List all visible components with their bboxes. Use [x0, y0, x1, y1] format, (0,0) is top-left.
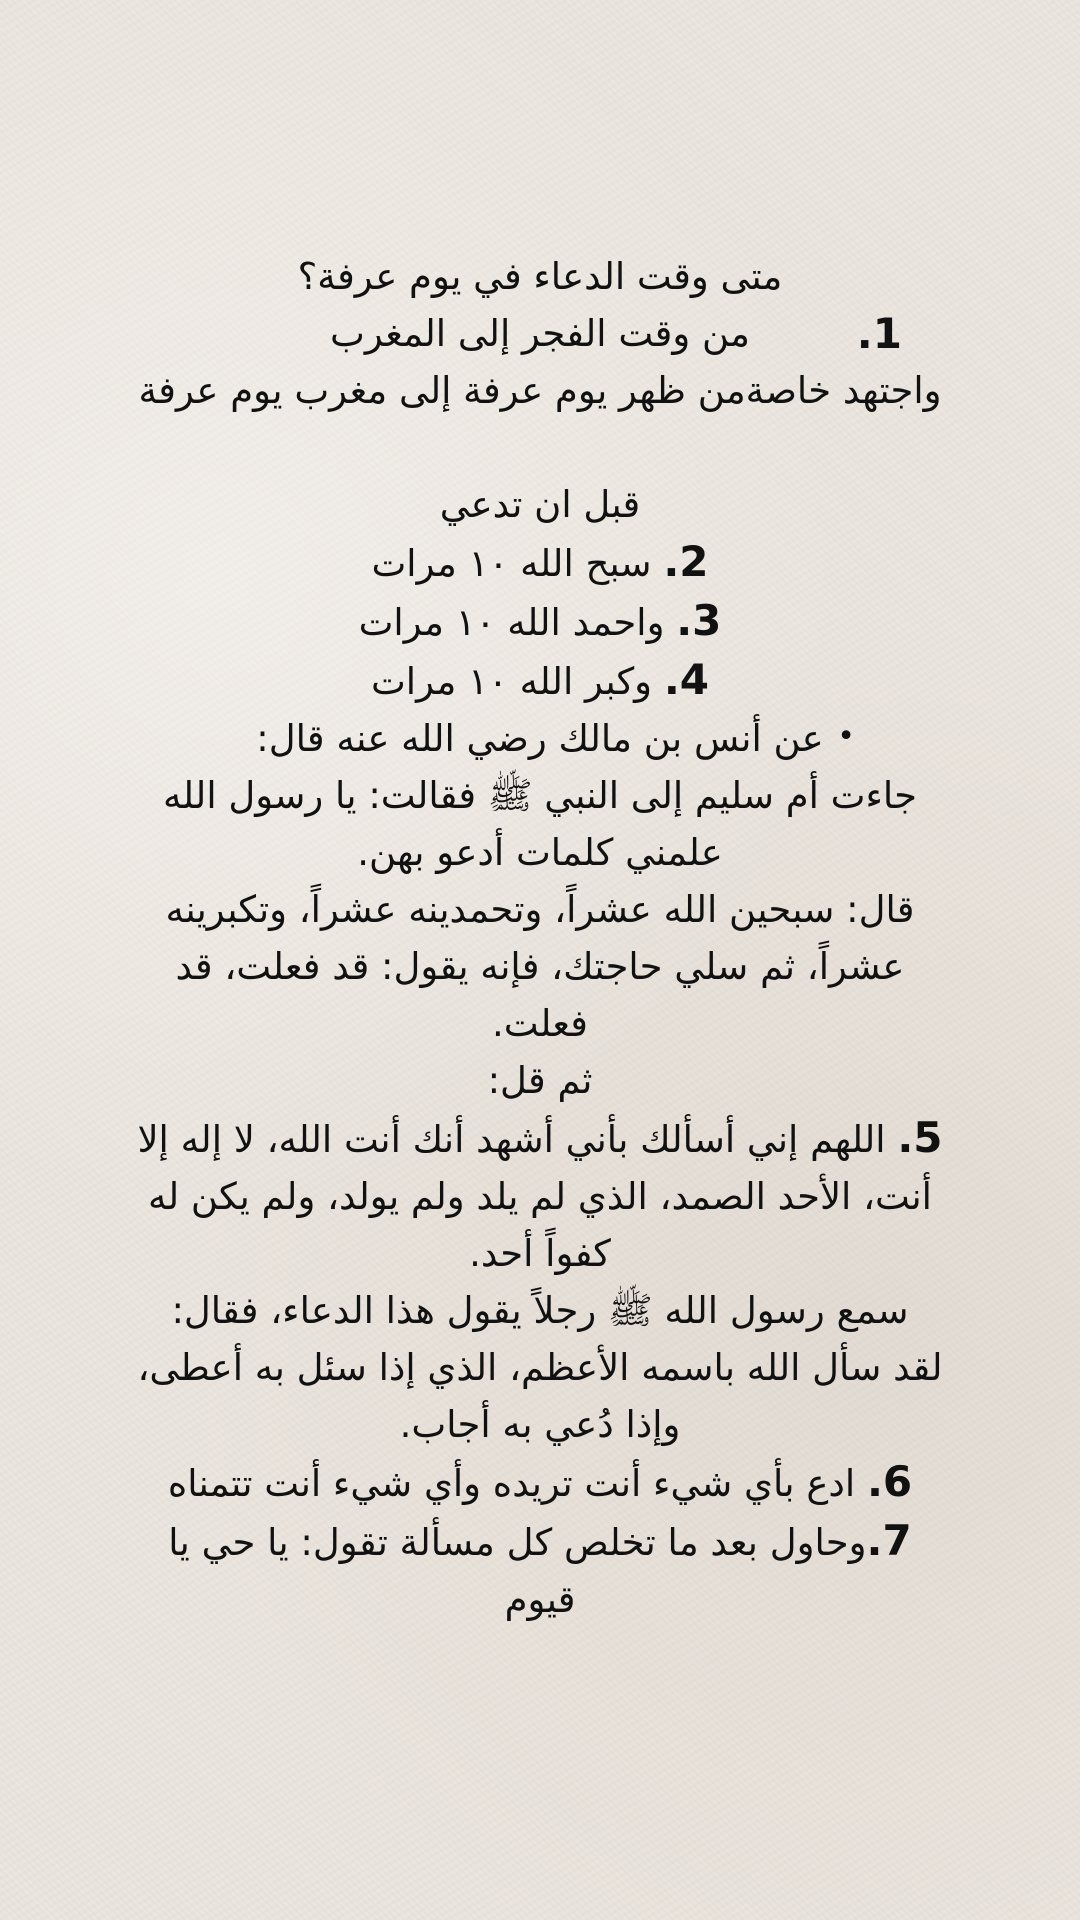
item-1-note: واجتهد خاصةمن ظهر يوم عرفة إلى مغرب يوم عرفة — [138, 369, 942, 412]
item-text: وحاول بعد ما تخلص كل مسألة تقول: يا حي يا — [168, 1521, 867, 1564]
item-number: 3. — [676, 596, 722, 645]
item-text: من وقت الفجر إلى المغرب — [330, 312, 750, 355]
item-text: وكبر الله ١٠ مرات — [370, 660, 664, 703]
item-2 — [60, 533, 1020, 592]
page-title: متى وقت الدعاء في يوم عرفة؟ — [297, 255, 783, 298]
item-5 — [60, 1109, 1020, 1168]
hadith-1-line: جاءت أم سليم إلى النبي ﷺ فقالت: يا رسول الله — [162, 774, 918, 817]
item-5-line: كفواً أحد. — [469, 1232, 611, 1275]
item-text: ادع بأي شيء أنت تريده وأي شيء أنت تتمناه — [167, 1462, 867, 1505]
item-1 — [60, 305, 1020, 362]
bullet-icon: • — [837, 719, 855, 754]
item-text: واحمد الله ١٠ مرات — [358, 601, 677, 644]
hadith-1-line: فعلت. — [492, 1002, 588, 1045]
item-7 — [60, 1512, 1020, 1571]
item-5-line: أنت، الأحد الصمد، الذي لم يلد ولم يولد، ولم يكن له — [148, 1175, 932, 1218]
item-number: 1. — [856, 309, 902, 358]
hadith-2-line: سمع رسول الله ﷺ رجلاً يقول هذا الدعاء، فقال: — [171, 1289, 909, 1332]
item-text: اللهم إني أسألك بأني أشهد أنك أنت الله، لا إله إلا — [137, 1118, 898, 1161]
hadith-1-line: علمني كلمات أدعو بهن. — [357, 831, 723, 874]
item-number: 2. — [663, 537, 709, 586]
hadith-1-intro-text: عن أنس بن مالك رضي الله عنه قال: — [256, 717, 824, 760]
hadith-1-line: عشراً، ثم سلي حاجتك، فإنه يقول: قد فعلت، قد — [175, 945, 905, 988]
item-number: 5. — [897, 1113, 943, 1162]
item-6 — [60, 1453, 1020, 1512]
hadith-2-line: وإذا دُعي به أجاب. — [399, 1403, 681, 1446]
item-number: 4. — [663, 655, 710, 704]
item-4 — [60, 651, 1020, 710]
item-3 — [60, 592, 1020, 651]
item-7-line: قيوم — [504, 1578, 576, 1621]
item-number: 7. — [866, 1516, 912, 1565]
item-text: سبح الله ١٠ مرات — [371, 542, 664, 585]
hadith-1-intro — [60, 710, 1020, 767]
before-heading: قبل ان تدعي — [439, 483, 641, 526]
then-say: ثم قل: — [487, 1059, 593, 1102]
hadith-1-line: قال: سبحين الله عشراً، وتحمدينه عشراً، وتكبرينه — [165, 888, 915, 931]
spacer — [60, 419, 1020, 476]
document-body — [60, 248, 1020, 1628]
hadith-2-line: لقد سأل الله باسمه الأعظم، الذي إذا سئل به أعطى، — [137, 1346, 943, 1389]
item-number: 6. — [866, 1457, 913, 1506]
